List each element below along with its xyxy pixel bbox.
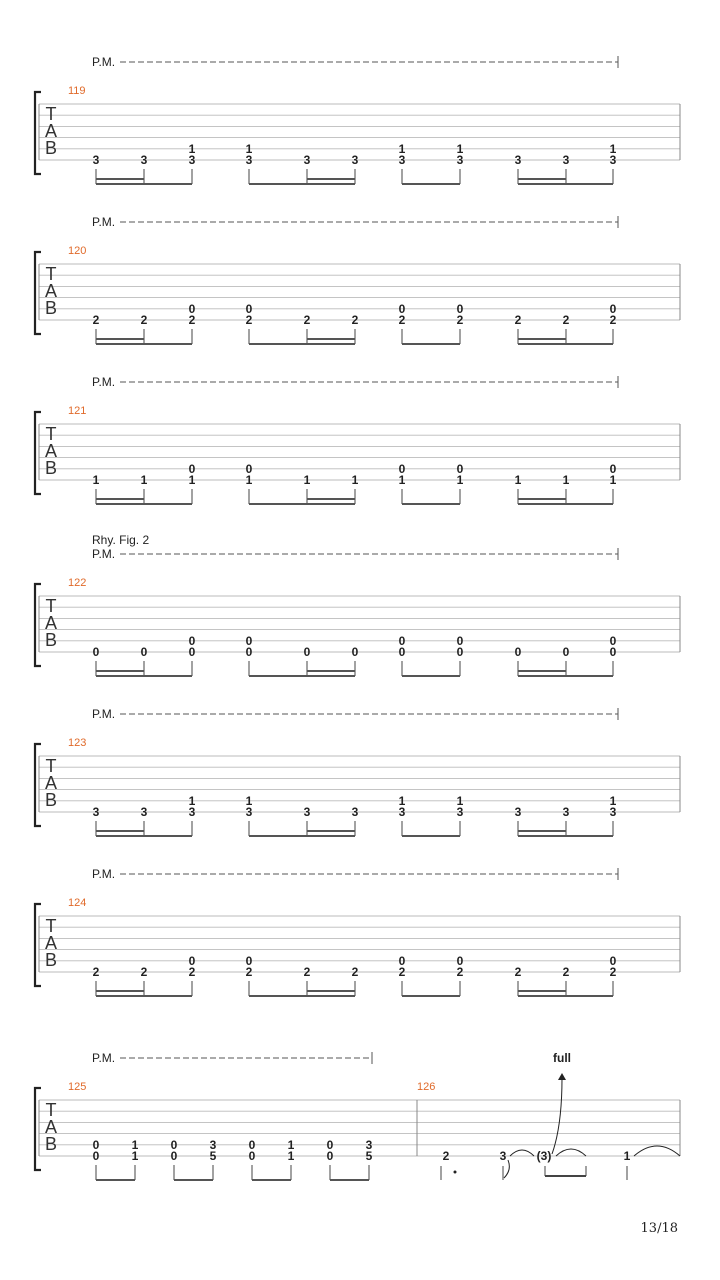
fret-number: 0 <box>170 1149 178 1163</box>
fret-number: 1 <box>245 793 253 808</box>
tab-clef-letter: A <box>44 281 58 301</box>
fret-number: 1 <box>456 793 464 808</box>
tab-clef-letter: T <box>45 104 57 124</box>
fret-number: 2 <box>609 313 617 327</box>
fret-number: 0 <box>92 1149 100 1163</box>
fret-number: 3 <box>398 153 406 167</box>
fret-number: 3 <box>514 153 522 167</box>
measure-number: 126 <box>417 1081 436 1093</box>
fret-number: (3) <box>536 1149 552 1163</box>
annotation-text: Rhy. Fig. 2 <box>92 533 150 547</box>
tie-arc <box>510 1150 534 1156</box>
fret-number: 1 <box>188 793 196 808</box>
fret-number: 2 <box>562 313 570 327</box>
page-number: 13/18 <box>640 1221 678 1236</box>
fret-number: 3 <box>365 1137 373 1152</box>
fret-number: 0 <box>245 301 253 316</box>
tab-clef-letter: T <box>45 916 57 936</box>
fret-number: 0 <box>245 645 253 659</box>
tab-clef-letter: T <box>45 1100 57 1120</box>
fret-number: 1 <box>456 141 464 156</box>
fret-number: 0 <box>609 633 617 648</box>
fret-number: 3 <box>456 153 464 167</box>
fret-number: 2 <box>303 313 311 327</box>
fret-number: 2 <box>514 965 522 979</box>
fret-number: 2 <box>245 965 253 979</box>
fret-number: 2 <box>442 1149 450 1163</box>
fret-number: 0 <box>140 645 148 659</box>
fret-number: 0 <box>398 461 406 476</box>
fret-number: 0 <box>92 1137 100 1152</box>
fret-number: 0 <box>456 461 464 476</box>
fret-number: 0 <box>188 645 196 659</box>
tab-clef-letter: B <box>44 950 58 970</box>
fret-number: 3 <box>245 805 253 819</box>
fret-number: 2 <box>456 965 464 979</box>
fret-number: 2 <box>514 313 522 327</box>
fret-number: 0 <box>248 1137 256 1152</box>
tab-clef-letter: A <box>44 613 58 633</box>
fret-number: 0 <box>609 461 617 476</box>
measure-number: 124 <box>68 897 87 909</box>
fret-number: 2 <box>92 965 100 979</box>
fret-number: 1 <box>245 473 253 487</box>
fret-number: 2 <box>140 313 148 327</box>
fret-number: 0 <box>514 645 522 659</box>
annotation-text: P.M. <box>92 867 116 881</box>
fret-number: 1 <box>456 473 464 487</box>
fret-number: 2 <box>188 313 196 327</box>
fret-number: 0 <box>245 953 253 968</box>
dot <box>454 1171 457 1174</box>
fret-number: 3 <box>351 153 359 167</box>
fret-number: 1 <box>140 473 148 487</box>
fret-number: 0 <box>92 645 100 659</box>
tab-clef-letter: B <box>44 790 58 810</box>
fret-number: 1 <box>131 1149 139 1163</box>
fret-number: 1 <box>609 473 617 487</box>
fret-number: 1 <box>398 141 406 156</box>
fret-number: 0 <box>456 645 464 659</box>
fret-number: 0 <box>398 301 406 316</box>
fret-number: 3 <box>140 153 148 167</box>
fret-number: 0 <box>398 953 406 968</box>
annotation-text: P.M. <box>92 1051 116 1065</box>
annotation-text: P.M. <box>92 215 116 229</box>
annotation-text: P.M. <box>92 55 116 69</box>
tie-arc <box>556 1149 586 1156</box>
fret-number: 3 <box>609 805 617 819</box>
fret-number: 3 <box>398 805 406 819</box>
bend-arrowhead <box>558 1073 566 1080</box>
tab-clef-letter: A <box>44 773 58 793</box>
fret-number: 3 <box>188 153 196 167</box>
fret-number: 3 <box>499 1149 507 1163</box>
fret-number: 1 <box>609 793 617 808</box>
fret-number: 1 <box>398 793 406 808</box>
tab-clef-letter: T <box>45 264 57 284</box>
fret-number: 0 <box>456 633 464 648</box>
measure-number: 125 <box>68 1081 87 1093</box>
fret-number: 1 <box>188 141 196 156</box>
fret-number: 1 <box>131 1137 139 1152</box>
tab-clef-letter: A <box>44 121 58 141</box>
fret-number: 3 <box>562 153 570 167</box>
fret-number: 3 <box>245 153 253 167</box>
fret-number: 3 <box>303 153 311 167</box>
fret-number: 0 <box>456 301 464 316</box>
fret-number: 1 <box>514 473 522 487</box>
tab-clef-letter: B <box>44 1134 58 1154</box>
tab-clef-letter: B <box>44 138 58 158</box>
tab-clef-letter: A <box>44 441 58 461</box>
tab-clef-letter: T <box>45 596 57 616</box>
fret-number: 0 <box>245 461 253 476</box>
fret-number: 3 <box>609 153 617 167</box>
annotation-text: P.M. <box>92 547 116 561</box>
bend-arrow <box>552 1078 562 1154</box>
fret-number: 1 <box>303 473 311 487</box>
fret-number: 0 <box>456 953 464 968</box>
fret-number: 0 <box>245 633 253 648</box>
fret-number: 0 <box>188 461 196 476</box>
annotation-text: P.M. <box>92 375 116 389</box>
measure-number: 120 <box>68 245 87 257</box>
fret-number: 0 <box>609 301 617 316</box>
fret-number: 1 <box>398 473 406 487</box>
fret-number: 3 <box>514 805 522 819</box>
fret-number: 1 <box>351 473 359 487</box>
fret-number: 5 <box>365 1149 373 1163</box>
tab-clef-letter: B <box>44 630 58 650</box>
tab-clef-letter: B <box>44 298 58 318</box>
fret-number: 0 <box>398 645 406 659</box>
fret-number: 3 <box>303 805 311 819</box>
tie-arc <box>634 1146 680 1156</box>
fret-number: 1 <box>188 473 196 487</box>
fret-number: 3 <box>188 805 196 819</box>
measure-number: 123 <box>68 737 87 749</box>
fret-number: 2 <box>92 313 100 327</box>
fret-number: 1 <box>245 141 253 156</box>
tab-clef-letter: A <box>44 1117 58 1137</box>
fret-number: 2 <box>562 965 570 979</box>
fret-number: 0 <box>398 633 406 648</box>
fret-number: 3 <box>456 805 464 819</box>
fret-number: 1 <box>609 141 617 156</box>
fret-number: 0 <box>609 953 617 968</box>
fret-number: 0 <box>170 1137 178 1152</box>
fret-number: 2 <box>245 313 253 327</box>
fret-number: 1 <box>92 473 100 487</box>
fret-number: 2 <box>398 313 406 327</box>
fret-number: 1 <box>287 1137 295 1152</box>
fret-number: 0 <box>609 645 617 659</box>
fret-number: 3 <box>351 805 359 819</box>
fret-number: 0 <box>326 1137 334 1152</box>
bend-label: full <box>553 1051 571 1065</box>
fret-number: 0 <box>188 633 196 648</box>
fret-number: 2 <box>398 965 406 979</box>
fret-number: 0 <box>351 645 359 659</box>
measure-number: 121 <box>68 405 87 417</box>
fret-number: 3 <box>562 805 570 819</box>
fret-number: 0 <box>188 953 196 968</box>
measure-number: 119 <box>68 85 86 97</box>
tab-clef-letter: B <box>44 458 58 478</box>
fret-number: 2 <box>351 965 359 979</box>
fret-number: 1 <box>287 1149 295 1163</box>
annotation-text: P.M. <box>92 707 116 721</box>
fret-number: 1 <box>562 473 570 487</box>
fret-number: 2 <box>140 965 148 979</box>
fret-number: 3 <box>140 805 148 819</box>
fret-number: 1 <box>623 1149 631 1163</box>
measure-number: 122 <box>68 577 87 589</box>
tab-clef-letter: A <box>44 933 58 953</box>
fret-number: 0 <box>326 1149 334 1163</box>
fret-number: 2 <box>351 313 359 327</box>
fret-number: 0 <box>188 301 196 316</box>
fret-number: 2 <box>303 965 311 979</box>
fret-number: 3 <box>92 805 100 819</box>
tab-clef-letter: T <box>45 756 57 776</box>
tab-clef-letter: T <box>45 424 57 444</box>
fret-number: 2 <box>609 965 617 979</box>
fret-number: 3 <box>92 153 100 167</box>
fret-number: 5 <box>209 1149 217 1163</box>
fret-number: 2 <box>188 965 196 979</box>
fret-number: 0 <box>562 645 570 659</box>
fret-number: 0 <box>303 645 311 659</box>
fret-number: 2 <box>456 313 464 327</box>
fret-number: 0 <box>248 1149 256 1163</box>
fret-number: 3 <box>209 1137 217 1152</box>
